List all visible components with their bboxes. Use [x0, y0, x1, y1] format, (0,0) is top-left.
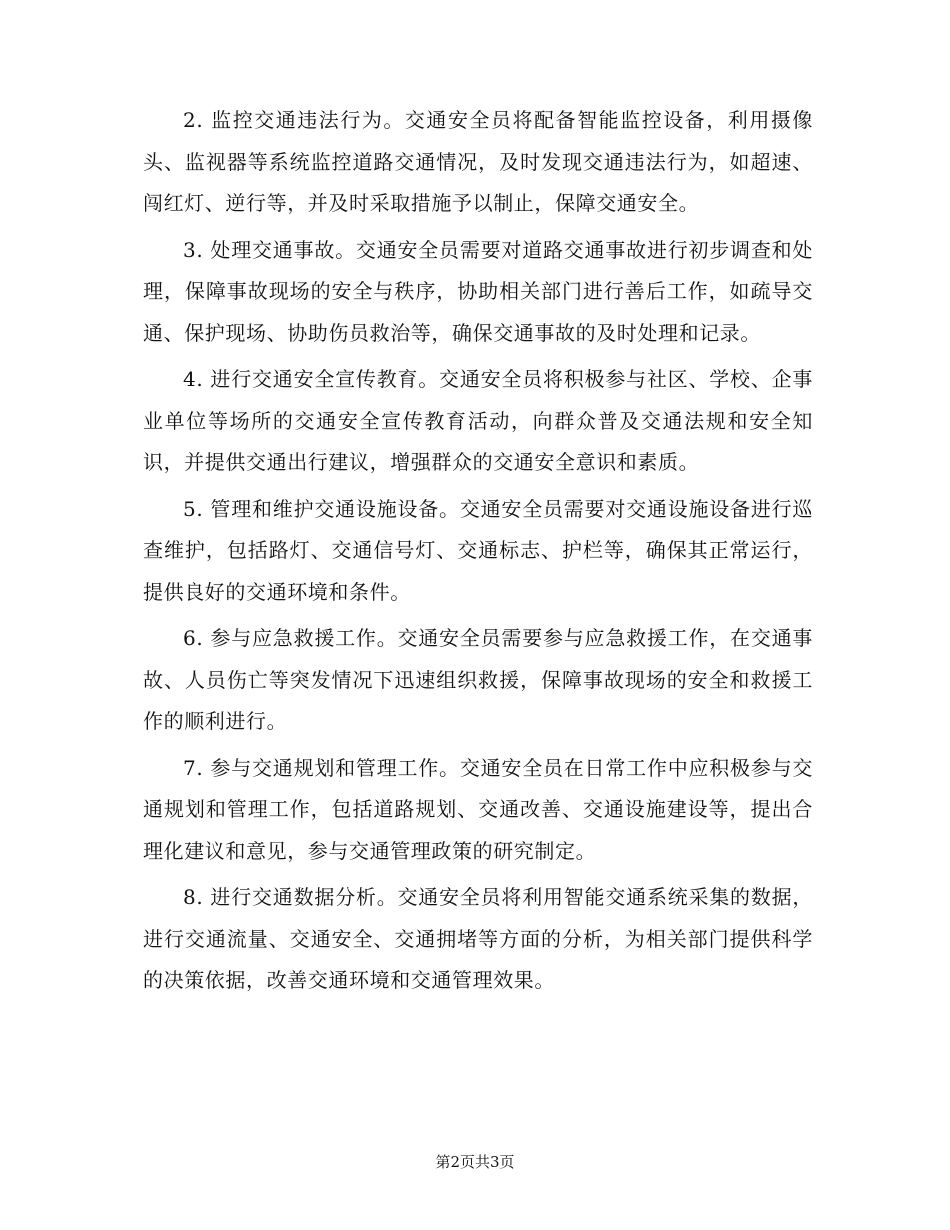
- page-footer: [0, 1152, 950, 1172]
- page-number-label: 第2页共3页: [435, 1153, 515, 1171]
- paragraph-item-7: 7. 参与交通规划和管理工作。交通安全员在日常工作中应积极参与交通规划和管理工作，包括道路规划、交通改善、交通设施建设等，提出合理化建议和意见，参与交通管理政策的研究制定。: [143, 755, 813, 863]
- paragraph-item-3: 3. 处理交通事故。交通安全员需要对道路交通事故进行初步调查和处理，保障事故现场的安全与秩序，协助相关部门进行善后工作，如疏导交通、保护现场、协助伤员救治等，确保交通事故的及时处理和记录。: [143, 237, 813, 345]
- paragraph-item-2: 2. 监控交通违法行为。交通安全员将配备智能监控设备，利用摄像头、监视器等系统监控道路交通情况，及时发现交通违法行为，如超速、闯红灯、逆行等，并及时采取措施予以制止，保障交通安全。: [143, 108, 813, 215]
- document-body: [143, 100, 813, 1007]
- paragraph-item-8: 8. 进行交通数据分析。交通安全员将利用智能交通系统采集的数据，进行交通流量、交通安全、交通拥堵等方面的分析，为相关部门提供科学的决策依据，改善交通环境和交通管理效果。: [143, 885, 813, 992]
- paragraph-item-5: 5. 管理和维护交通设施设备。交通安全员需要对交通设施设备进行巡查维护，包括路灯、交通信号灯、交通标志、护栏等，确保其正常运行，提供良好的交通环境和条件。: [143, 496, 813, 604]
- paragraph-item-4: 4. 进行交通安全宣传教育。交通安全员将积极参与社区、学校、企事业单位等场所的交通安全宣传教育活动，向群众普及交通法规和安全知识，并提供交通出行建议，增强群众的交通安全意识和素质。: [143, 367, 813, 474]
- paragraph-item-6: 6. 参与应急救援工作。交通安全员需要参与应急救援工作，在交通事故、人员伤亡等突发情况下迅速组织救援，保障事故现场的安全和救援工作的顺利进行。: [143, 626, 813, 733]
